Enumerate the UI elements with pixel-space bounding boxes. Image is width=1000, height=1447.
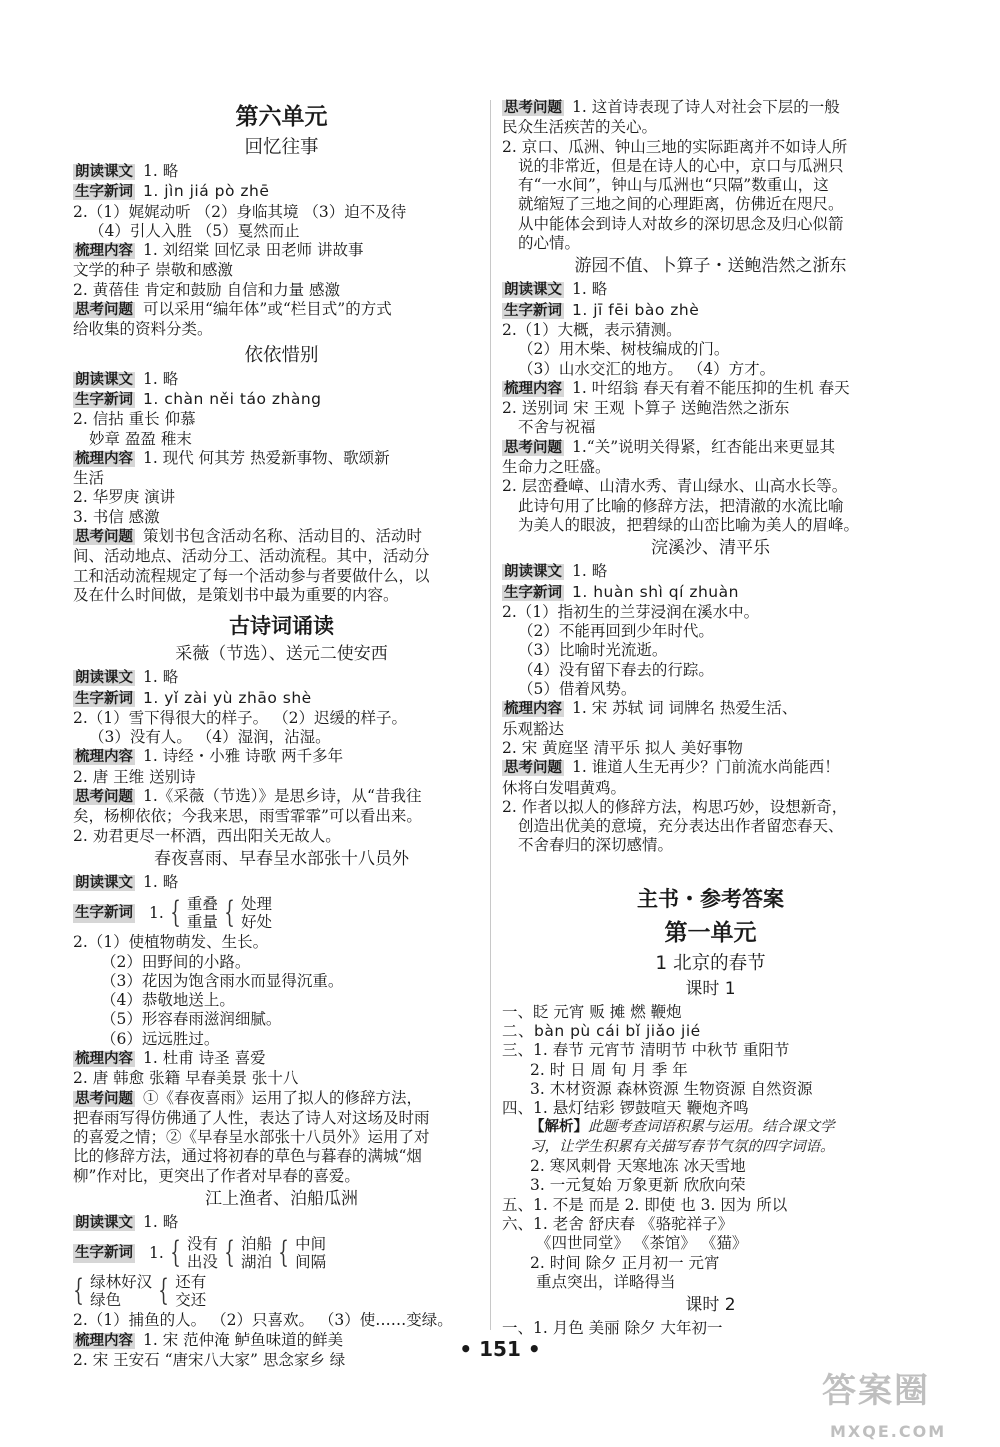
answer-line: 朗读课文 1. 略 [75, 1213, 179, 1232]
answer-line: 五、1. 不是 而是 2. 即使 也 3. 因为 所以 [502, 1195, 788, 1214]
unit-title: 第六单元 [235, 104, 328, 130]
polyphone-group: 生字新词 1. { 重叠 重量 { 处理 好处 [75, 895, 273, 932]
polyphone-group: { 绿林好汉 绿色 { 还有 交还 [73, 1273, 207, 1310]
answer-line: 梳理内容 1. 现代 何其芳 热爱新事物、歌颂新 [75, 448, 390, 467]
answer-line: 朗读课文 1. 略 [75, 369, 179, 388]
answer-line: 三、1. 春节 元宵节 清明节 中秋节 重阳节 [502, 1041, 790, 1060]
answer-line: 矣，杨柳依依；今我来思，雨雪霏霏”可以看出来。 [73, 807, 422, 826]
label-shengzi: 生字新词 [75, 184, 133, 201]
answer-line: （3）没有人。 （4）湿润，沾湿。 [89, 728, 331, 747]
analysis-note: 习，让学生积累有关描写春节气氛的四字词语。 [530, 1138, 835, 1155]
answer-line: 朗读课文 1. 略 [504, 562, 608, 581]
label-sikao: 思考问题 [75, 529, 133, 546]
answer-line: 的心情。 [518, 234, 581, 253]
answer-line: 2. 唐 王维 送别诗 [73, 767, 196, 786]
answer-line: 就缩短了三地之间的心理距离，仿佛近在咫尺。 [518, 195, 844, 214]
answer-line: 创造出优美的意境，充分表达出作者留恋春天、 [518, 817, 844, 836]
label-sikao: 思考问题 [504, 100, 562, 116]
answer-line: 2.（1）指初生的兰芽浸润在溪水中。 [502, 602, 760, 621]
label-langdu: 朗读课文 [75, 670, 133, 687]
answer-line: 不舍与祝福 [518, 418, 596, 437]
answer-line: （2）田野间的小路。 [101, 952, 251, 971]
answer-line: 思考问题 策划书包含活动名称、活动目的、活动时 [75, 527, 423, 546]
answer-line: （2）不能再回到少年时代。 [518, 622, 714, 641]
answer-line: 此诗句用了比喻的修辞方法，把清澈的水流比喻 [518, 496, 844, 515]
answer-line: 民众生活疾苦的关心。 [502, 118, 658, 137]
answer-line: 2.（1）大概，表示猜测。 [502, 320, 682, 339]
answer-line: 生字新词 1. chàn něi táo zhàng [75, 389, 322, 408]
answer-line: 妙章 盈盈 稚末 [89, 429, 192, 448]
answer-line: 2. 时间 除夕 正月初一 元宵 [530, 1253, 720, 1272]
brace-icon: { [73, 1273, 84, 1309]
watermark-text: 答案圈 [822, 1371, 930, 1411]
answer-line: 工和活动流程规定了每一个活动参与者要做什么，以 [73, 566, 430, 585]
answer-line: 柳”作对比，更突出了作者对早春的喜爱。 [73, 1166, 360, 1185]
answer-line: 生活 [73, 469, 105, 488]
answer-line: 2. 时 日 周 旬 月 季 年 [530, 1060, 688, 1079]
label-shengzi: 生字新词 [73, 1244, 135, 1263]
label-shengzi: 生字新词 [75, 690, 133, 707]
answer-line: 生字新词 1. huàn shì qí zhuàn [504, 582, 739, 601]
label-shuli: 梳理内容 [75, 450, 133, 467]
poem-title: 浣溪沙、清平乐 [651, 538, 770, 559]
answer-line: 不舍春归的深切感情。 [518, 836, 674, 855]
answer-line: 二、bàn pù cái bǐ jiǎo jié [502, 1021, 701, 1040]
answer-line: 朗读课文 1. 略 [75, 872, 179, 891]
poem-title: 春夜喜雨、早春呈水部张十八员外 [154, 848, 409, 869]
answer-line: 2. 宋 黄庭坚 清平乐 拟人 美好事物 [502, 738, 743, 757]
answer-line: （3）比喻时光流逝。 [518, 641, 668, 660]
label-sikao: 思考问题 [75, 1090, 133, 1107]
answer-line: （4）恭敬地送上。 [101, 991, 235, 1010]
answer-line: 朗读课文 1. 略 [75, 162, 179, 180]
answer-line: 的喜爱之情；②《早春呈水部张十八员外》运用了对 [73, 1128, 430, 1147]
period-title: 课时 1 [685, 978, 736, 999]
right-column [502, 98, 919, 1338]
answer-line: 梳理内容 1. 杜甫 诗圣 喜爱 [75, 1048, 266, 1067]
answer-line: 2. 宋 王安石 “唐宋八大家” 思念家乡 绿 [73, 1350, 346, 1369]
answer-line: （3）花因为饱含雨水而显得沉重。 [101, 971, 344, 990]
label-shuli: 梳理内容 [504, 701, 562, 718]
answer-line: 3. 一元复始 万象更新 欣欣向荣 [530, 1176, 746, 1195]
brace-icon: { [170, 1235, 181, 1271]
answer-line: 2. 黄蓓佳 肯定和鼓励 自信和力量 感激 [73, 280, 340, 299]
answer-line: 梳理内容 1. 刘绍棠 回忆录 田老师 讲故事 [75, 241, 364, 260]
answer-line: 乐观豁达 [502, 719, 565, 738]
answer-line: 2. 唐 韩愈 张籍 早春美景 张十八 [73, 1069, 299, 1088]
brace-icon: { [170, 895, 181, 931]
watermark-logo [822, 1371, 972, 1441]
lesson-title: 1 北京的春节 [655, 952, 766, 974]
answer-line: 生字新词 1. jī fēi bào zhè [504, 300, 700, 319]
analysis-note: 【解析】此题考查词语积累与运用。结合课文学 [530, 1119, 835, 1136]
brace-icon: { [224, 895, 235, 931]
answer-line: 2.（1）娓娓动听 （2）身临其境 （3）迫不及待 [73, 202, 407, 221]
label-langdu: 朗读课文 [504, 564, 562, 581]
main-answer-title: 主书・参考答案 [637, 886, 784, 911]
answer-line: 2.（1）使植物萌发、生长。 [73, 933, 269, 952]
answer-line: 为美人的眼波，把碧绿的山峦比喻为美人的眉峰。 [518, 515, 860, 534]
label-langdu: 朗读课文 [75, 371, 133, 388]
answer-line: 2.（1）捕鱼的人。 （2）只喜欢。 （3）使……变绿。 [73, 1311, 453, 1330]
label-langdu: 朗读课文 [75, 1215, 133, 1232]
answer-line: 思考问题 1. 谁道人生无再少？门前流水尚能西！ [504, 758, 840, 777]
label-sikao: 思考问题 [504, 439, 562, 456]
answer-line: 思考问题 1. 这首诗表现了诗人对社会下层的一般 [504, 98, 840, 116]
label-shuli: 梳理内容 [504, 380, 562, 397]
answer-line: 六、1. 老舍 舒庆春 《骆驼祥子》 [502, 1214, 734, 1233]
label-shengzi: 生字新词 [504, 302, 562, 319]
answer-line: 2. 信拈 重长 仰慕 [73, 410, 196, 429]
column-divider [490, 100, 491, 1330]
label-shuli: 梳理内容 [75, 749, 133, 766]
answer-line: （3）山水交汇的地方。 （4）方才。 [518, 359, 776, 378]
label-langdu: 朗读课文 [75, 874, 133, 891]
answer-line: 间、活动地点、活动分工、活动流程。其中，活动分 [73, 547, 430, 566]
answer-line: 生字新词 1. jìn jiá pò zhē [75, 182, 270, 201]
unit-title: 第一单元 [664, 919, 757, 946]
period-title: 课时 2 [685, 1295, 736, 1316]
answer-line: 2. 华罗庚 演讲 [73, 488, 176, 507]
answer-line: 朗读课文 1. 略 [75, 668, 179, 687]
answer-line: （5）形容春雨滋润细腻。 [101, 1010, 282, 1029]
answer-line: 说的非常近，但是在诗人的心中，京口与瓜洲只 [518, 156, 844, 175]
label-shuli: 梳理内容 [75, 1050, 133, 1067]
answer-line: 3. 书信 感激 [73, 507, 160, 526]
label-langdu: 朗读课文 [75, 164, 133, 180]
lesson-title: 依依惜别 [244, 344, 319, 366]
answer-line: （5）借着风势。 [518, 680, 637, 699]
answer-line: 休将白发唱黄鸡。 [502, 778, 627, 797]
answer-line: 把春雨写得仿佛通了人性，表达了诗人对这场及时雨 [73, 1108, 430, 1127]
label-sikao: 思考问题 [504, 760, 562, 777]
answer-line: 2. 劝君更尽一杯酒，西出阳关无故人。 [73, 826, 341, 845]
answer-line: 2. 层峦叠嶂、山清水秀、青山绿水、山高水长等。 [502, 477, 848, 496]
page-number: • 151 • [459, 1337, 541, 1361]
answer-line: （2）用木柴、树枝编成的门。 [518, 340, 730, 359]
polyphone-group: 生字新词 1. { 没有 出没 { 泊船 湖泊 { 中间 间隔 [75, 1235, 327, 1272]
section-title: 古诗词诵读 [229, 614, 334, 639]
brace-icon: { [158, 1273, 169, 1309]
label-langdu: 朗读课文 [504, 282, 562, 299]
answer-line: 梳理内容 1. 宋 范仲淹 鲈鱼味道的鲜美 [75, 1330, 344, 1349]
brace-icon: { [224, 1235, 235, 1271]
left-column [73, 98, 490, 1370]
label-sikao: 思考问题 [75, 789, 133, 806]
watermark-url: MXQE.COM [830, 1422, 947, 1441]
answer-line: 思考问题 1.“关”说明关得紧，红杏能出来更显其 [504, 437, 836, 456]
label-shengzi: 生字新词 [75, 391, 133, 408]
answer-line: 梳理内容 1. 叶绍翁 春天有着不能压抑的生机 春天 [504, 378, 850, 397]
answer-line: 生命力之旺盛。 [502, 458, 611, 477]
lesson-title: 回忆往事 [244, 137, 319, 158]
answer-line: （4）引人入胜 （5）戛然而止 [89, 221, 300, 240]
poem-title: 采薇（节选）、送元二使安西 [175, 644, 388, 665]
answer-line: 有“一水间”，钟山与瓜洲也“只隔”数重山，这 [518, 176, 829, 195]
answer-line: 2. 送别词 宋 王观 卜算子 送鲍浩然之浙东 [502, 399, 790, 418]
answer-line: 文学的种子 崇敬和感激 [73, 261, 233, 280]
answer-line: 2. 京口、瓜洲、钟山三地的实际距离并不如诗人所 [502, 137, 848, 156]
answer-line: 3. 木材资源 森林资源 生物资源 自然资源 [530, 1079, 813, 1098]
label-shuli: 梳理内容 [75, 1332, 133, 1349]
answer-line: （4）没有留下春去的行踪。 [518, 660, 714, 679]
answer-line: 重点突出，详略得当 [536, 1272, 676, 1291]
answer-line: 一、1. 月色 美丽 除夕 大年初一 [502, 1319, 723, 1338]
answer-line: 梳理内容 1. 宋 苏轼 词 词牌名 热爱生活、 [504, 699, 798, 718]
answer-line: 2.（1）雪下得很大的样子。 （2）迟缓的样子。 [73, 708, 407, 727]
label-shengzi: 生字新词 [73, 904, 135, 923]
answer-line: 思考问题 ①《春夜喜雨》运用了拟人的修辞方法， [75, 1088, 423, 1107]
answer-line: 从中能体会到诗人对故乡的深切思念及归心似箭 [518, 214, 844, 233]
answer-line: 一、眨 元宵 贩 摊 燃 鞭炮 [502, 1002, 682, 1021]
answer-line: 2. 寒风刺骨 天寒地冻 冰天雪地 [530, 1157, 746, 1176]
answer-line: （6）远远胜过。 [101, 1029, 220, 1048]
poem-title: 江上渔者、泊船瓜洲 [205, 1189, 358, 1210]
answer-line: 《四世同堂》 《茶馆》 《猫》 [536, 1234, 748, 1253]
label-shengzi: 生字新词 [504, 584, 562, 601]
poem-title: 游园不值、卜算子・送鲍浩然之浙东 [574, 256, 847, 277]
answer-line: 梳理内容 1. 诗经・小雅 诗歌 两千多年 [75, 747, 344, 766]
answer-line: 生字新词 1. yǐ zài yù zhāo shè [75, 688, 312, 707]
brace-icon: { [278, 1235, 289, 1271]
label-sikao: 思考问题 [75, 302, 133, 319]
answer-line: 及在什么时间做，是策划书中最为重要的内容。 [73, 585, 399, 604]
answer-line: 比的修辞方法，通过将初春的草色与暮春的满城“烟 [73, 1147, 422, 1166]
label-shuli: 梳理内容 [75, 243, 133, 260]
answer-line: 思考问题 1.《采薇（节选）》是思乡诗，从“昔我往 [75, 787, 422, 806]
answer-line: 朗读课文 1. 略 [504, 280, 608, 299]
answer-line: 给收集的资料分类。 [73, 320, 213, 339]
answer-line: 四、1. 悬灯结彩 锣鼓喧天 鞭炮齐鸣 [502, 1099, 749, 1118]
answer-line: 思考问题 可以采用“编年体”或“栏目式”的方式 [75, 300, 392, 319]
answer-line: 2. 作者以拟人的修辞方法，构思巧妙，设想新奇， [502, 797, 848, 816]
